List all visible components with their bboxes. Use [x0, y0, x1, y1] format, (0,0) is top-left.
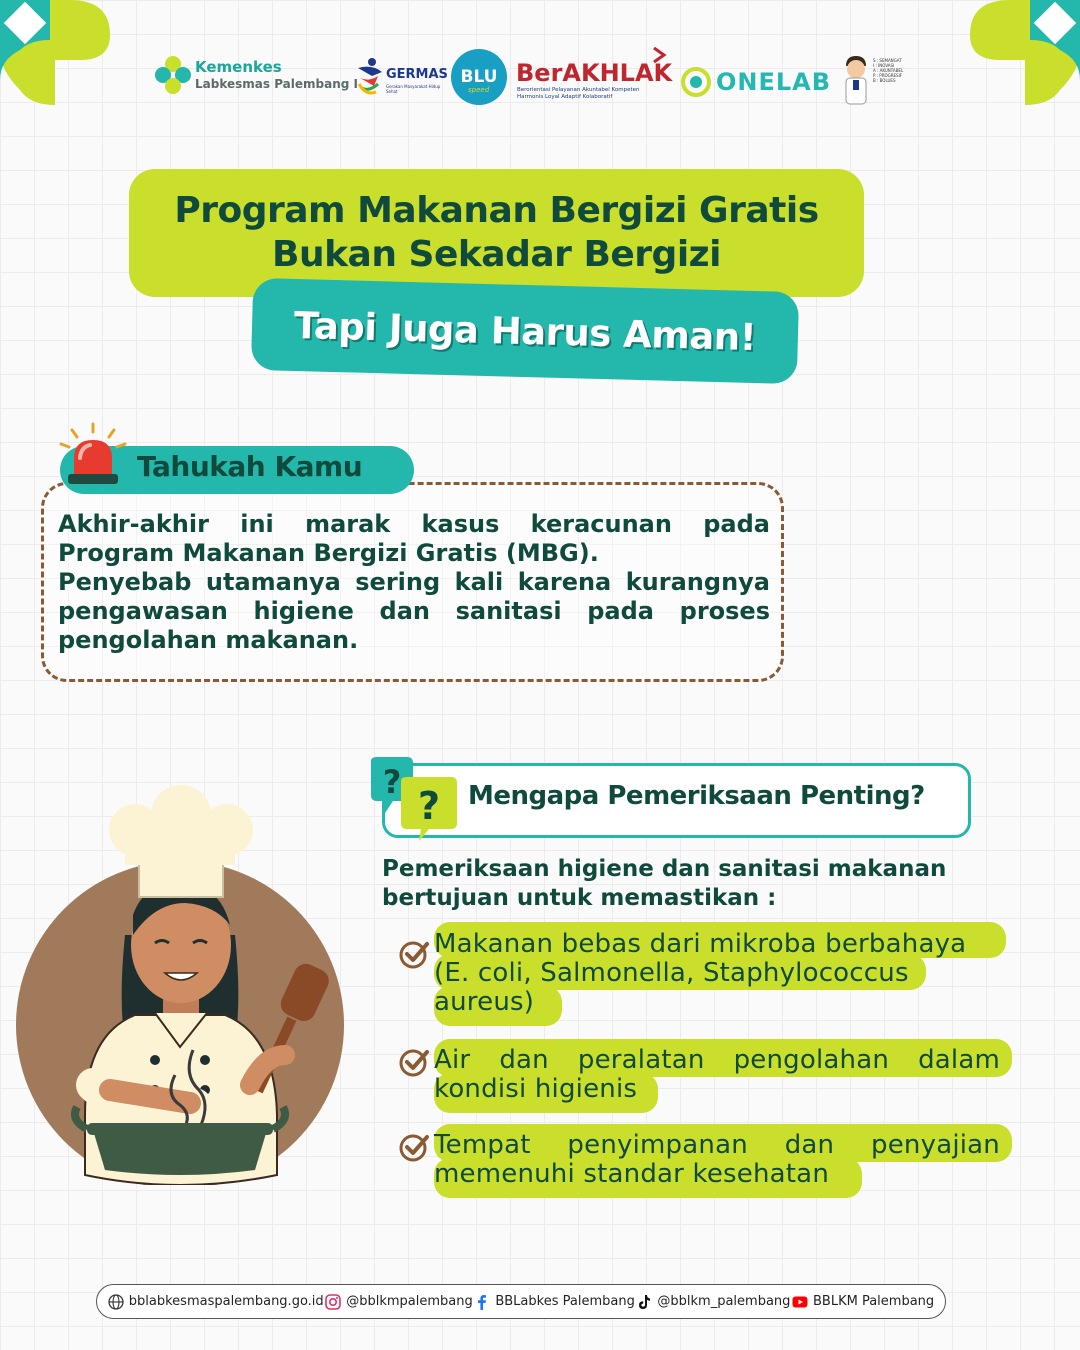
footer-contacts	[96, 1284, 946, 1319]
blu-sub: speed	[468, 86, 490, 94]
subtitle-text: Tapi Juga Harus Aman!	[293, 303, 757, 359]
germas-sub: Gerakan Masyarakat Hidup Sehat	[386, 84, 441, 94]
berakhlak-sub-1: Berorientasi Pelayanan Akuntabel Kompeten	[517, 87, 640, 93]
footer-youtube[interactable]	[792, 1294, 934, 1310]
onelab-text: ONELAB	[716, 68, 832, 96]
onelab-logo-icon	[680, 66, 712, 98]
svg-text:?: ?	[417, 784, 441, 828]
subtitle-box	[251, 278, 799, 384]
germas-logo-icon	[354, 56, 384, 96]
list-item-text: Makanan bebas dari mikroba berbahaya (E. coli, Salmonella, Staphylococcus aureus)	[434, 929, 967, 1017]
footer-tiktok[interactable]	[636, 1294, 790, 1310]
title-line-1: Program Makanan Bergizi Gratis	[174, 190, 819, 231]
footer-youtube-text: BBLKM Palembang	[813, 1294, 935, 1309]
footer-instagram-text: @bblkmpalembang	[346, 1294, 473, 1309]
tahukah-label: Tahukah Kamu	[137, 450, 363, 483]
svg-text:?: ?	[382, 763, 402, 801]
footer-tiktok-text: @bblkm_palembang	[657, 1294, 791, 1309]
youtube-icon	[792, 1294, 808, 1310]
tahukah-line: Program Makanan Bergizi Gratis (MBG).	[58, 539, 599, 567]
footer-facebook-text: BBLabkes Palembang	[495, 1294, 635, 1309]
tahukah-line: Penyebab utamanya sering kali karena kurangnya	[58, 568, 770, 596]
question-icon	[365, 755, 465, 845]
tahukah-line: pengawasan higiene dan sanitasi pada proses	[58, 597, 770, 625]
list-item-text: Air dan peralatan pengolahan dalam kondisi higienis	[434, 1045, 1000, 1104]
tiktok-icon	[636, 1294, 652, 1310]
logo-bar	[150, 50, 920, 110]
berakhlak-chevron-icon	[650, 46, 668, 64]
instagram-icon	[325, 1294, 341, 1310]
mengapa-label: Mengapa Pemeriksaan Penting?	[468, 781, 925, 811]
kemenkes-name: Kemenkes	[195, 58, 282, 76]
blu-logo	[451, 49, 507, 105]
footer-website-text: bblabkesmaspalembang.go.id	[128, 1294, 324, 1309]
list-item-text: Tempat penyimpanan dan penyajian memenuhi standar kesehatan	[434, 1130, 1000, 1189]
berakhlak-text: BerAKHLAK	[516, 59, 673, 87]
tahukah-line: Akhir-akhir ini marak kasus keracunan pada	[58, 510, 770, 538]
footer-instagram[interactable]	[325, 1294, 473, 1310]
check-icon	[398, 1131, 430, 1163]
germas-text: GERMAS	[386, 67, 448, 82]
kemenkes-sub: Labkesmas Palembang I	[195, 77, 358, 91]
corner-ornament-right	[970, 0, 1080, 105]
corner-ornament-left	[0, 0, 110, 105]
footer-website[interactable]	[108, 1294, 324, 1310]
kemenkes-logo-icon	[155, 55, 191, 95]
berakhlak-sub-2: Harmonis Loyal Adaptif Kolaboratif	[517, 94, 613, 100]
chef-illustration	[15, 785, 350, 1185]
facebook-icon	[474, 1294, 490, 1310]
tahukah-line: pengolahan makanan.	[58, 626, 359, 654]
check-icon	[398, 1046, 430, 1078]
siapb-values: S : SEMANGAT I : INOVASI A : AKUNTABEL P : PROGRESIF B : BOLUES	[873, 58, 904, 83]
title-line-2: Bukan Sekadar Bergizi	[272, 234, 721, 275]
tahukah-text	[58, 510, 770, 655]
siren-icon	[56, 422, 130, 490]
mengapa-intro: Pemeriksaan higiene dan sanitasi makanan bertujuan untuk memastikan :	[382, 856, 947, 911]
check-icon	[398, 938, 430, 970]
doctor-mascot-icon	[840, 54, 872, 106]
title-box	[129, 169, 864, 297]
blu-text: BLU	[460, 67, 498, 87]
globe-icon	[108, 1294, 124, 1310]
footer-facebook[interactable]	[474, 1294, 634, 1310]
